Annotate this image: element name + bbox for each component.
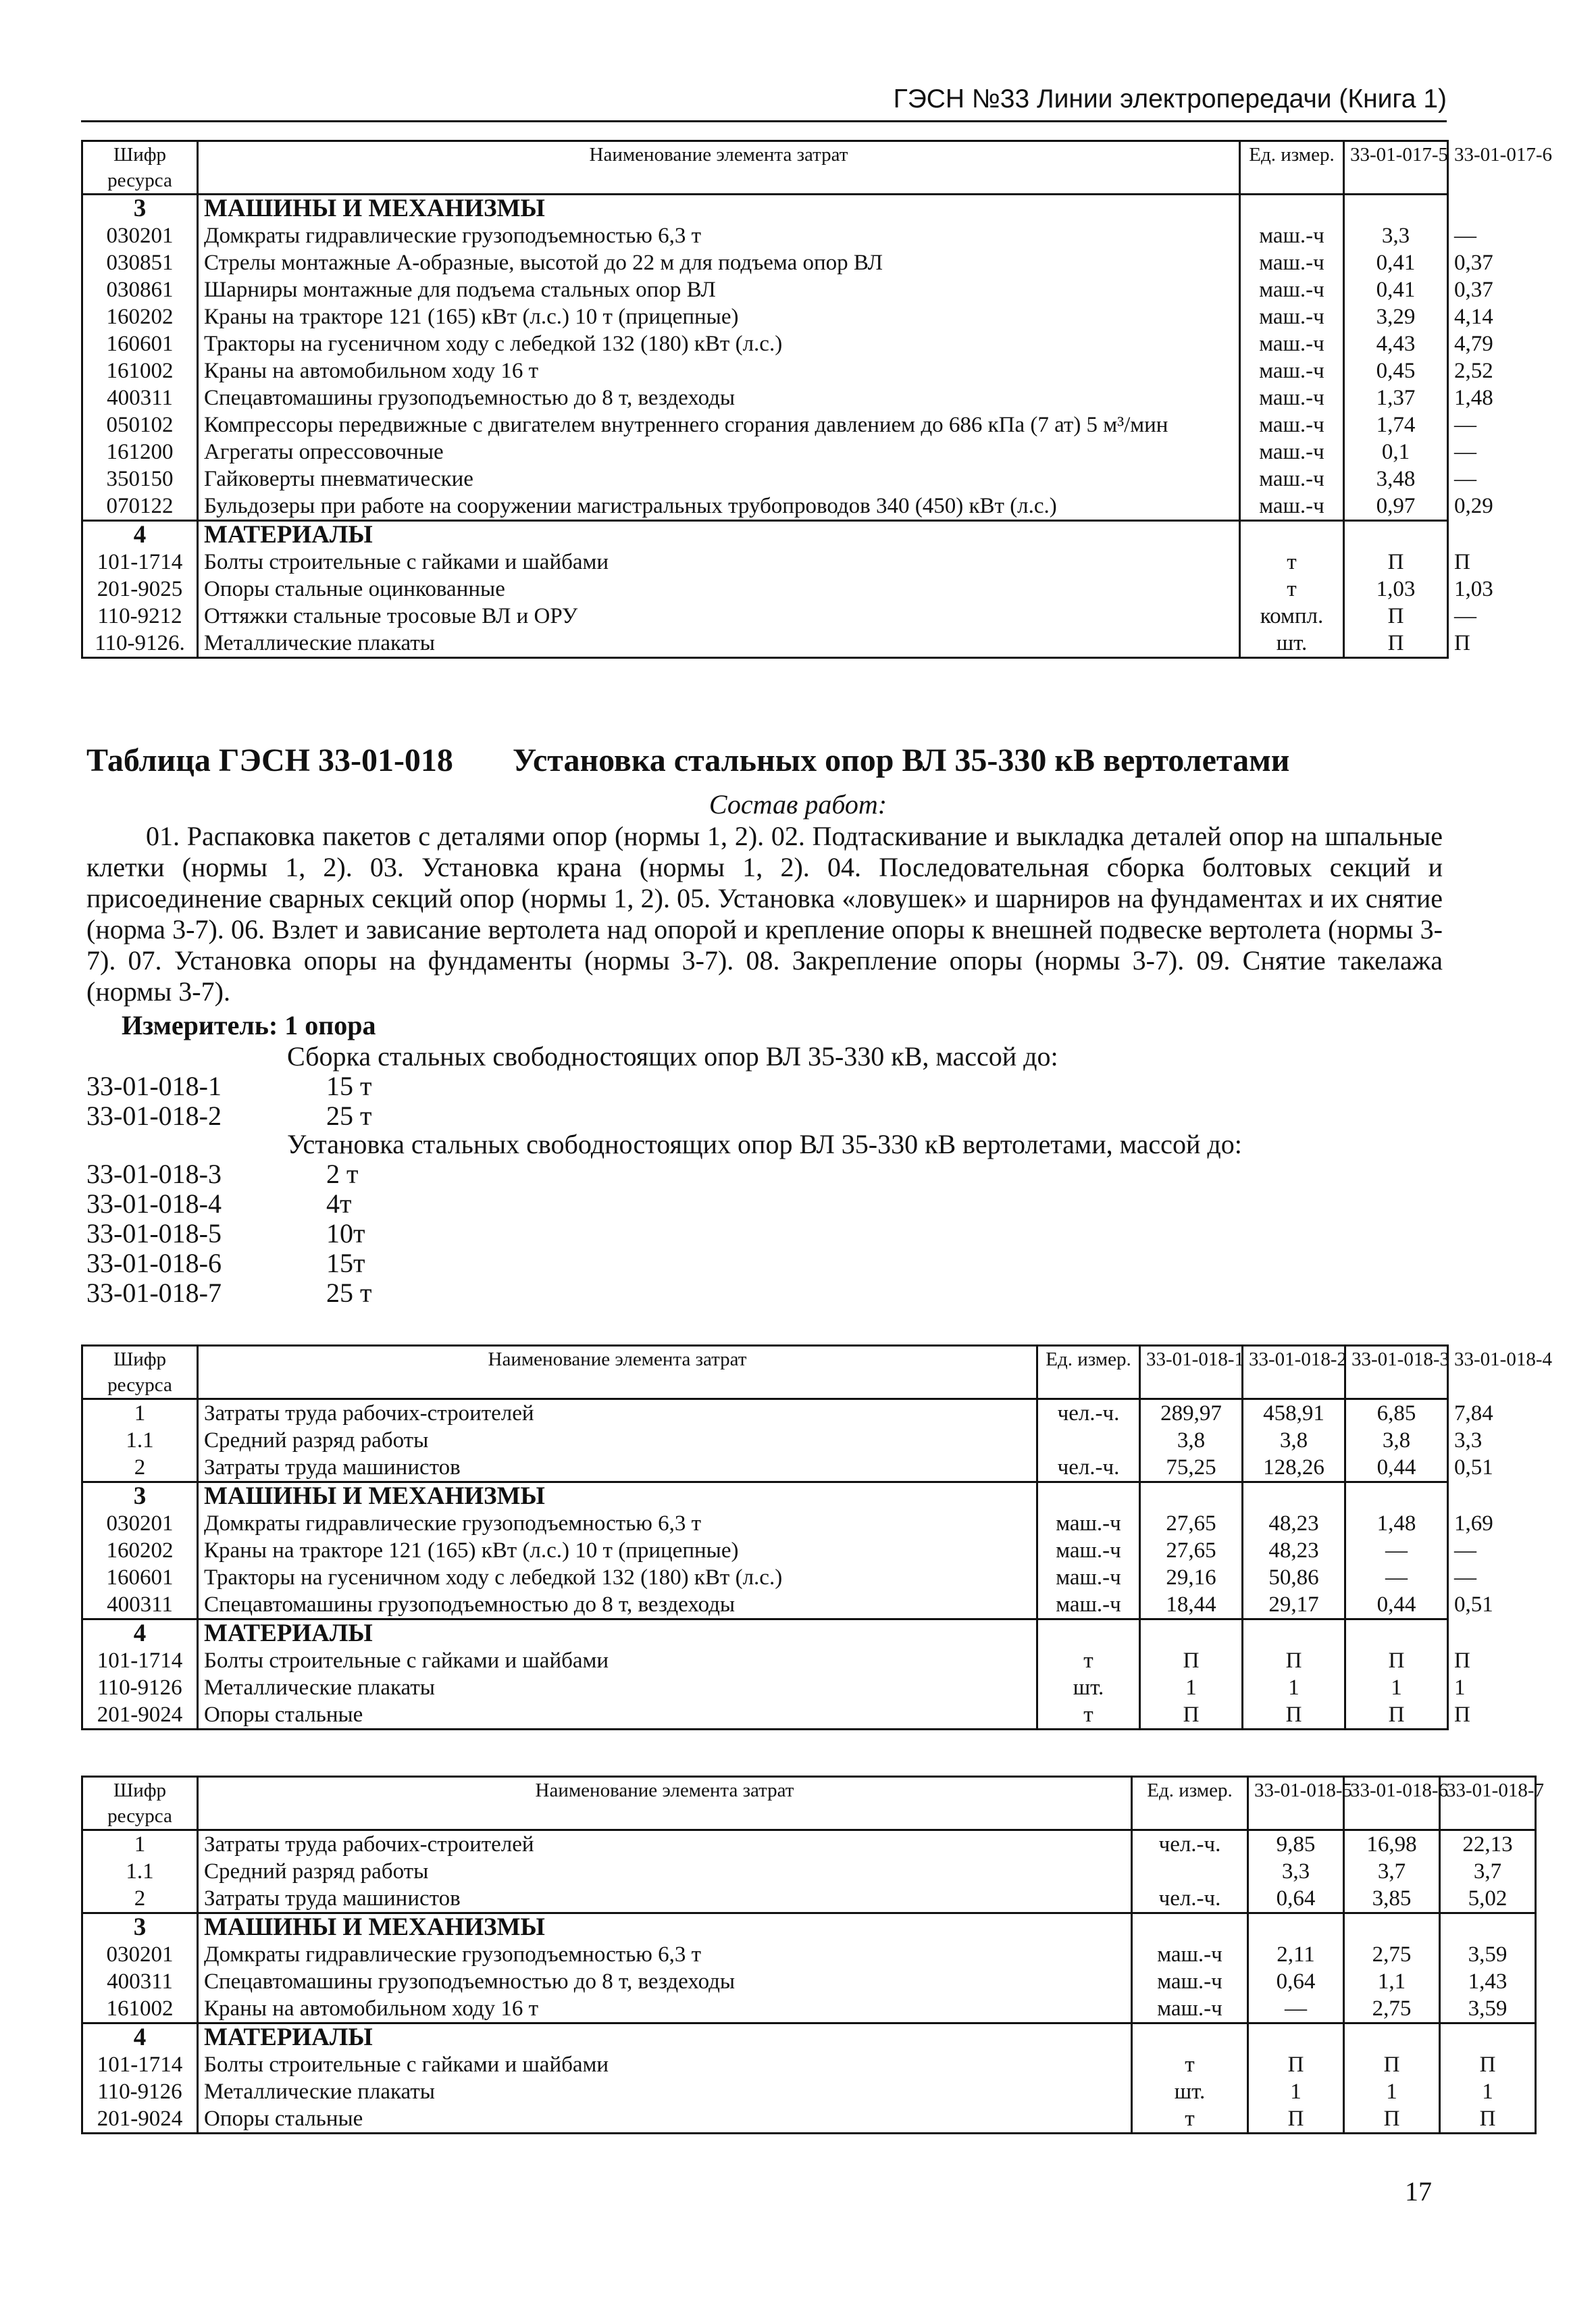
header-row: Шифр ресурса Наименование элемента затрат Ед. измер. 33-01-017-5 33-01-017-6 xyxy=(82,141,1448,195)
resource-code: 161002 xyxy=(82,357,198,384)
norm-value: 1 xyxy=(1344,2078,1440,2105)
norm-code: 33-01-018-4 xyxy=(86,1188,222,1219)
resource-code: 110-9126 xyxy=(82,2078,198,2105)
norm-value: 5,02 xyxy=(1440,1885,1536,1913)
resource-unit: маш.-ч xyxy=(1240,249,1344,276)
resource-unit: маш.-ч xyxy=(1037,1564,1140,1591)
column-header-code: Шифр ресурса xyxy=(82,141,198,195)
resource-unit: т xyxy=(1037,1647,1140,1674)
resource-unit: т xyxy=(1132,2051,1248,2078)
resource-name: Затраты труда машинистов xyxy=(204,1455,461,1480)
resource-code: 1.1 xyxy=(82,1427,198,1454)
resource-unit: чел.-ч. xyxy=(1132,1885,1248,1913)
resource-row: 2 Затраты труда машинистов чел.-ч. 75,25 128,26 0,44 0,51 xyxy=(82,1454,1448,1482)
norm-value xyxy=(1248,1913,1344,1942)
resource-unit: маш.-ч xyxy=(1240,330,1344,357)
resource-row xyxy=(82,1941,1536,1968)
resource-unit: компл. xyxy=(1240,603,1344,630)
resource-row: 161200 Агрегаты опрессовочные маш.-ч 0,1 — xyxy=(82,438,1448,466)
resource-unit: шт. xyxy=(1037,1674,1140,1701)
norm-value: 29,17 xyxy=(1243,1591,1345,1619)
resource-code: 201-9024 xyxy=(82,1701,198,1730)
group-title-installation: Установка стальных свободностоящих опор ВЛ 35-330 кВ вертолетами, массой до: xyxy=(287,1129,1242,1159)
norm-mass: 10т xyxy=(326,1218,365,1249)
resource-code: 1 xyxy=(82,1399,198,1428)
resource-row xyxy=(82,1968,1536,1995)
resource-unit: маш.-ч xyxy=(1240,357,1344,384)
section-title: МАШИНЫ И МЕХАНИЗМЫ xyxy=(198,1482,1037,1511)
resource-row: 160601 Тракторы на гусеничном ходу с лебедкой 132 (180) кВт (л.с.) маш.-ч 4,43 4,79 xyxy=(82,330,1448,357)
resource-unit: т xyxy=(1037,1701,1140,1730)
resource-name: Металлические плакаты xyxy=(204,2080,435,2104)
norm-value: 3,48 xyxy=(1344,466,1448,493)
column-header-unit: Ед. измер. xyxy=(1037,1346,1140,1399)
norm-mass: 25 т xyxy=(326,1101,372,1131)
resource-code: 2 xyxy=(82,1885,198,1913)
norm-value: 27,65 xyxy=(1140,1510,1243,1537)
norm-value xyxy=(1243,1482,1345,1511)
resource-code: 110-9212 xyxy=(82,603,198,630)
norm-code: 33-01-018-3 xyxy=(86,1159,222,1189)
resource-row: 101-1714 Болты строительные с гайками и шайбами т П П П П xyxy=(82,1647,1448,1674)
norm-value: П xyxy=(1243,1647,1345,1674)
norm-value: 128,26 xyxy=(1243,1454,1345,1482)
norm-value: 48,23 xyxy=(1243,1510,1345,1537)
norm-value: П xyxy=(1243,1701,1345,1730)
norm-value: П xyxy=(1140,1647,1243,1674)
column-header-norm: 33-01-018-2 xyxy=(1243,1346,1345,1399)
resource-unit: маш.-ч xyxy=(1037,1537,1140,1564)
section-row xyxy=(82,195,1448,223)
norm-value: 1,37 xyxy=(1344,384,1448,411)
norm-value: 1,74 xyxy=(1344,411,1448,438)
resource-unit: маш.-ч xyxy=(1240,493,1344,521)
resource-row: 160202 Краны на тракторе 121 (165) кВт (л.с.) 10 т (прицепные) маш.-ч 3,29 4,14 xyxy=(82,303,1448,330)
resource-code: 050102 xyxy=(82,411,198,438)
norm-value: П xyxy=(1440,2105,1536,2134)
resource-unit: маш.-ч xyxy=(1037,1510,1140,1537)
norm-value xyxy=(1344,2023,1440,2052)
resource-name: Затраты труда рабочих-строителей xyxy=(204,1401,534,1426)
table-title: Установка стальных опор ВЛ 35-330 кВ вертолетами xyxy=(512,743,1290,778)
resource-code: 350150 xyxy=(82,466,198,493)
resource-row: 201-9025 Опоры стальные оцинкованные т 1,03 1,03 xyxy=(82,576,1448,603)
resource-code: 160601 xyxy=(82,330,198,357)
resource-name: Металлические плакаты xyxy=(204,1676,435,1700)
resource-name: Тракторы на гусеничном ходу с лебедкой 132 (180) кВт (л.с.) xyxy=(204,1565,783,1590)
resource-unit xyxy=(1037,1482,1140,1511)
resource-name: Агрегаты опрессовочные xyxy=(204,440,444,464)
resource-row: 110-9126. Металлические плакаты шт. П П xyxy=(82,630,1448,658)
norm-list-item xyxy=(86,1158,359,1190)
resource-row: 160601 Тракторы на гусеничном ходу с лебедкой 132 (180) кВт (л.с.) маш.-ч 29,16 50,86 — — xyxy=(82,1564,1448,1591)
resource-name: Болты строительные с гайками и шайбами xyxy=(204,1649,609,1673)
resource-row: 161002 Краны на автомобильном ходу 16 т маш.-ч 0,45 2,52 xyxy=(82,357,1448,384)
resource-row xyxy=(82,1885,1536,1913)
norm-mass: 15 т xyxy=(326,1071,372,1101)
norm-value xyxy=(1243,1619,1345,1648)
resource-code: 400311 xyxy=(82,1968,198,1995)
norm-value: 1 xyxy=(1248,2078,1344,2105)
norm-value: 6,85 xyxy=(1345,1399,1448,1428)
column-header-name: Наименование элемента затрат xyxy=(198,1346,1037,1399)
column-header-norm: 33-01-018-6 xyxy=(1344,1777,1440,1830)
norm-value: 22,13 xyxy=(1440,1830,1536,1859)
norm-value: 0,64 xyxy=(1248,1968,1344,1995)
norm-value xyxy=(1345,1482,1448,1511)
column-header-code: Шифр ресурса xyxy=(82,1777,198,1830)
resource-unit: маш.-ч xyxy=(1132,1941,1248,1968)
resource-code: 4 xyxy=(82,2023,198,2052)
column-header-norm: 33-01-018-5 xyxy=(1248,1777,1344,1830)
norm-value: 3,59 xyxy=(1440,1995,1536,2023)
resource-name: Краны на автомобильном ходу 16 т xyxy=(204,359,539,383)
resource-name: Спецавтомашины грузоподъемностью до 8 т, вездеходы xyxy=(204,1969,736,1994)
table-heading xyxy=(86,742,1289,779)
header-row xyxy=(82,1777,1536,1830)
norm-value: 9,85 xyxy=(1248,1830,1344,1859)
resource-row xyxy=(82,1830,1536,1859)
resource-unit xyxy=(1132,1913,1248,1942)
norm-value: П xyxy=(1344,2105,1440,2134)
resource-code: 030851 xyxy=(82,249,198,276)
resource-unit xyxy=(1037,1427,1140,1454)
norm-value: 1 xyxy=(1440,2078,1536,2105)
group-title-assembly: Сборка стальных свободностоящих опор ВЛ 35-330 кВ, массой до: xyxy=(287,1041,1058,1072)
resource-unit: маш.-ч xyxy=(1037,1591,1140,1619)
section-title: МАШИНЫ И МЕХАНИЗМЫ xyxy=(204,195,545,222)
norm-value: 289,97 xyxy=(1140,1399,1243,1428)
resource-code: 1.1 xyxy=(82,1858,198,1885)
resource-code: 4 xyxy=(82,1619,198,1648)
resource-name: Опоры стальные xyxy=(198,1701,1037,1730)
resource-unit: т xyxy=(1240,576,1344,603)
resource-name: Средний разряд работы xyxy=(204,1859,429,1884)
resource-name: Краны на тракторе 121 (165) кВт (л.с.) 10 т (прицепные) xyxy=(204,305,739,329)
resource-name: Затраты труда рабочих-строителей xyxy=(204,1832,534,1857)
resource-code: 161002 xyxy=(82,1995,198,2023)
resource-unit: шт. xyxy=(1240,630,1344,658)
resource-code: 101-1714 xyxy=(82,2051,198,2078)
norm-value: 1,03 xyxy=(1344,576,1448,603)
resource-unit xyxy=(1132,1858,1248,1885)
resource-code: 101-1714 xyxy=(82,1647,198,1674)
norm-value: 3,8 xyxy=(1345,1427,1448,1454)
resource-code: 161200 xyxy=(82,438,198,466)
norm-value xyxy=(1440,2023,1536,2052)
resource-name: Бульдозеры при работе на сооружении магистральных трубопроводов 340 (450) кВт (л.с.) xyxy=(204,494,1057,518)
norm-value: 458,91 xyxy=(1243,1399,1345,1428)
norm-value: 0,45 xyxy=(1344,357,1448,384)
norm-value: 0,1 xyxy=(1344,438,1448,466)
norm-value: 75,25 xyxy=(1140,1454,1243,1482)
norm-value: 3,3 xyxy=(1344,222,1448,249)
resource-name: Краны на автомобильном ходу 16 т xyxy=(204,1996,539,2021)
norm-list-item xyxy=(86,1217,365,1249)
norm-code: 33-01-018-2 xyxy=(86,1101,222,1131)
norm-value: — xyxy=(1345,1537,1448,1564)
resource-unit: маш.-ч xyxy=(1240,276,1344,303)
resource-unit: т xyxy=(1132,2105,1248,2134)
norm-value: 1 xyxy=(1243,1674,1345,1701)
resource-row: 1 Затраты труда рабочих-строителей чел.-ч. 289,97 458,91 6,85 7,84 xyxy=(82,1399,1448,1428)
norm-value: 16,98 xyxy=(1344,1830,1440,1859)
section-title: МАТЕРИАЛЫ xyxy=(198,2023,1132,2052)
resource-name: Болты строительные с гайками и шайбами xyxy=(204,550,609,574)
resource-row: 050102 Компрессоры передвижные с двигателем внутреннего сгорания давлением до 686 кПа (7 ат) 5 м³/мин маш.-ч 1,74 — xyxy=(82,411,1448,438)
resource-row: 400311 Спецавтомашины грузоподъемностью до 8 т, вездеходы маш.-ч 1,37 1,48 xyxy=(82,384,1448,411)
column-header-norm: 33-01-018-3 xyxy=(1345,1346,1448,1399)
norm-value: 3,8 xyxy=(1243,1427,1345,1454)
resource-unit: т xyxy=(1240,549,1344,576)
norm-value: П xyxy=(1344,2051,1440,2078)
norm-value xyxy=(1344,1913,1440,1942)
norm-value: 4,43 xyxy=(1344,330,1448,357)
column-header-norm: 33-01-017-5 xyxy=(1344,141,1448,195)
section-row xyxy=(82,1619,1448,1648)
table-label: Таблица ГЭСН 33-01-018 xyxy=(86,743,453,778)
resource-code: 3 xyxy=(82,195,198,223)
norm-value: 3,29 xyxy=(1344,303,1448,330)
resource-row: 160202 Краны на тракторе 121 (165) кВт (л.с.) 10 т (прицепные) маш.-ч 27,65 48,23 — — xyxy=(82,1537,1448,1564)
resource-code: 030201 xyxy=(82,222,198,249)
resource-unit: маш.-ч xyxy=(1240,222,1344,249)
resource-row: 030201 Домкраты гидравлические грузоподъемностью 6,3 т маш.-ч 27,65 48,23 1,48 1,69 xyxy=(82,1510,1448,1537)
resource-table-1 xyxy=(81,140,1552,659)
resource-code: 400311 xyxy=(82,1591,198,1619)
norm-value: П xyxy=(1345,1647,1448,1674)
resource-row xyxy=(82,1858,1536,1885)
resource-row: 400311 Спецавтомашины грузоподъемностью до 8 т, вездеходы маш.-ч 18,44 29,17 0,44 0,51 xyxy=(82,1591,1448,1619)
resource-unit: чел.-ч. xyxy=(1132,1830,1248,1859)
resource-unit xyxy=(1240,195,1344,223)
resource-name: Тракторы на гусеничном ходу с лебедкой 132 (180) кВт (л.с.) xyxy=(204,332,783,356)
column-header-code: Шифр ресурса xyxy=(82,1346,198,1399)
column-header-name: Наименование элемента затрат xyxy=(198,1777,1132,1830)
resource-code: 160202 xyxy=(82,1537,198,1564)
norm-value xyxy=(1345,1619,1448,1648)
norm-mass: 4т xyxy=(326,1188,352,1219)
norm-value: 3,3 xyxy=(1248,1858,1344,1885)
norm-value: П xyxy=(1344,630,1448,658)
norm-value: 3,8 xyxy=(1140,1427,1243,1454)
norm-value: 3,85 xyxy=(1344,1885,1440,1913)
resource-code: 201-9025 xyxy=(82,576,198,603)
norm-value: 0,97 xyxy=(1344,493,1448,521)
norm-code: 33-01-018-6 xyxy=(86,1248,222,1278)
resource-name: Домкраты гидравлические грузоподъемностью 6,3 т xyxy=(204,1942,702,1967)
resource-row xyxy=(82,2051,1536,2078)
norm-value: 18,44 xyxy=(1140,1591,1243,1619)
resource-unit: маш.-ч xyxy=(1240,411,1344,438)
resource-unit: маш.-ч xyxy=(1240,466,1344,493)
norm-value: 1 xyxy=(1345,1674,1448,1701)
norm-value: — xyxy=(1345,1564,1448,1591)
resource-row: 030201 Домкраты гидравлические грузоподъемностью 6,3 т маш.-ч 3,3 — xyxy=(82,222,1448,249)
norm-value: 0,44 xyxy=(1345,1454,1448,1482)
norm-value: П xyxy=(1248,2105,1344,2134)
work-composition-heading: Состав работ: xyxy=(709,789,887,820)
norm-mass: 15т xyxy=(326,1248,365,1278)
norm-value: 29,16 xyxy=(1140,1564,1243,1591)
norm-value: П xyxy=(1440,2051,1536,2078)
norm-value: П xyxy=(1140,1701,1243,1730)
resource-unit: маш.-ч xyxy=(1132,1995,1248,2023)
norm-value: П xyxy=(1344,603,1448,630)
norm-value: 2,11 xyxy=(1248,1941,1344,1968)
header-row: Шифр ресурса Наименование элемента затрат Ед. измер. 33-01-018-1 33-01-018-2 33-01-018-3 33-01-018-4 xyxy=(82,1346,1448,1399)
section-row xyxy=(82,521,1448,549)
column-header-unit: Ед. измер. xyxy=(1240,141,1344,195)
resource-code: 160202 xyxy=(82,303,198,330)
resource-name: Опоры стальные xyxy=(198,2105,1132,2134)
resource-code: 160601 xyxy=(82,1564,198,1591)
resource-name: Стрелы монтажные А-образные, высотой до 22 м для подъема опор ВЛ xyxy=(204,251,883,275)
resource-unit xyxy=(1240,521,1344,549)
resource-code: 1 xyxy=(82,1830,198,1859)
norm-value: 3,59 xyxy=(1440,1941,1536,1968)
norm-value: 0,41 xyxy=(1344,249,1448,276)
resource-name: Оттяжки стальные тросовые ВЛ и ОРУ xyxy=(204,604,578,628)
resource-code: 3 xyxy=(82,1482,198,1511)
resource-code: 030201 xyxy=(82,1510,198,1537)
resource-name: Шарниры монтажные для подъема стальных опор ВЛ xyxy=(204,278,716,302)
norm-value xyxy=(1140,1619,1243,1648)
norm-value: 1 xyxy=(1140,1674,1243,1701)
norm-value: 50,86 xyxy=(1243,1564,1345,1591)
norm-value: 1,48 xyxy=(1345,1510,1448,1537)
column-header-norm: 33-01-018-7 xyxy=(1440,1777,1536,1830)
resource-name: Краны на тракторе 121 (165) кВт (л.с.) 10 т (прицепные) xyxy=(204,1538,739,1563)
resource-row: 030851 Стрелы монтажные А-образные, высотой до 22 м для подъема опор ВЛ маш.-ч 0,41 0,37 xyxy=(82,249,1448,276)
resource-row: 070122 Бульдозеры при работе на сооружении магистральных трубопроводов 340 (450) кВт (л.с.) маш.-ч 0,97 0,29 xyxy=(82,493,1448,521)
resource-unit: маш.-ч xyxy=(1132,1968,1248,1995)
resource-row: 201-9024 Опоры стальные т П П П П xyxy=(82,1701,1448,1730)
measure-unit: Измеритель: 1 опора xyxy=(122,1010,376,1040)
resource-table-2 xyxy=(81,1344,1552,1730)
resource-name: Компрессоры передвижные с двигателем внутреннего сгорания давлением до 686 кПа (7 ат) 5 м³/мин xyxy=(204,413,1168,437)
resource-row: 110-9126 Металлические плакаты шт. 1 1 1 1 xyxy=(82,1674,1448,1701)
norm-code: 33-01-018-5 xyxy=(86,1218,222,1249)
resource-code: 070122 xyxy=(82,493,198,521)
resource-row: 350150 Гайковерты пневматические маш.-ч 3,48 — xyxy=(82,466,1448,493)
resource-name: Болты строительные с гайками и шайбами xyxy=(204,2053,609,2077)
norm-code: 33-01-018-7 xyxy=(86,1278,222,1308)
norm-value: П xyxy=(1248,2051,1344,2078)
norm-value: 1,43 xyxy=(1440,1968,1536,1995)
norm-value xyxy=(1140,1482,1243,1511)
resource-unit: маш.-ч xyxy=(1240,303,1344,330)
norm-value: 3,7 xyxy=(1440,1858,1536,1885)
resource-row xyxy=(82,2105,1536,2134)
resource-code: 030861 xyxy=(82,276,198,303)
resource-unit: маш.-ч xyxy=(1240,438,1344,466)
running-header: ГЭСН №33 Линии электропередачи (Книга 1) xyxy=(81,80,1447,122)
resource-row: 1.1 Средний разряд работы 3,8 3,8 3,8 3,3 xyxy=(82,1427,1448,1454)
resource-unit: шт. xyxy=(1132,2078,1248,2105)
norm-mass: 2 т xyxy=(326,1159,359,1189)
section-title: МАТЕРИАЛЫ xyxy=(198,1619,1037,1648)
resource-name: Гайковерты пневматические xyxy=(204,467,473,491)
resource-code: 101-1714 xyxy=(82,549,198,576)
resource-row: 101-1714 Болты строительные с гайками и шайбами т П П xyxy=(82,549,1448,576)
resource-name: Металлические плакаты xyxy=(198,630,1240,658)
column-header-norm: 33-01-018-1 xyxy=(1140,1346,1243,1399)
resource-row xyxy=(82,2078,1536,2105)
norm-value: 0,44 xyxy=(1345,1591,1448,1619)
norm-value: 48,23 xyxy=(1243,1537,1345,1564)
resource-table-3 xyxy=(81,1776,1544,2134)
column-header-unit: Ед. измер. xyxy=(1132,1777,1248,1830)
resource-name: Средний разряд работы xyxy=(204,1428,429,1453)
norm-value xyxy=(1440,1913,1536,1942)
norm-value: П xyxy=(1345,1701,1448,1730)
resource-code: 030201 xyxy=(82,1941,198,1968)
norm-list-item xyxy=(86,1277,372,1309)
work-composition-text: 01. Распаковка пакетов с деталями опор (нормы 1, 2). 02. Подтаскивание и выкладка деталей опор на шпальные клетки (нормы 1, 2). 03. Установка крана (нормы 1, 2). 04. Последовательная сборка болтовых секций и присоединение сварных секций опор (нормы 1, 2). 05. Установка «ловушек» и шарниров на фундаментах и их снятие (норма 3-7). 06. Взлет и зависание вертолета над опорой и крепление опоры к внешней подвеске вертолета (нормы 3-7). 07. Установка опоры на фундаменты (нормы 3-7). 08. Закрепление опоры (нормы 3-7). 09. Снятие такелажа (нормы 3-7). xyxy=(86,821,1443,1007)
resource-name: Опоры стальные оцинкованные xyxy=(204,577,505,601)
resource-row: 030861 Шарниры монтажные для подъема стальных опор ВЛ маш.-ч 0,41 0,37 xyxy=(82,276,1448,303)
resource-code: 201-9024 xyxy=(82,2105,198,2134)
norm-list-item xyxy=(86,1188,352,1219)
resource-code: 4 xyxy=(82,521,198,549)
resource-unit: маш.-ч xyxy=(1240,384,1344,411)
norm-value: 27,65 xyxy=(1140,1537,1243,1564)
norm-value xyxy=(1344,195,1448,223)
norm-value: 0,41 xyxy=(1344,276,1448,303)
section-row xyxy=(82,1913,1536,1942)
norm-list-item xyxy=(86,1100,372,1132)
resource-code: 2 xyxy=(82,1454,198,1482)
norm-value: 2,75 xyxy=(1344,1941,1440,1968)
norm-value: 0,64 xyxy=(1248,1885,1344,1913)
resource-name: Спецавтомашины грузоподъемностью до 8 т, вездеходы xyxy=(204,1592,736,1617)
norm-list-item xyxy=(86,1247,365,1279)
resource-unit: чел.-ч. xyxy=(1037,1399,1140,1428)
resource-name: Домкраты гидравлические грузоподъемностью 6,3 т xyxy=(204,1511,702,1536)
resource-row xyxy=(82,1995,1536,2023)
resource-name: Затраты труда машинистов xyxy=(204,1886,461,1911)
resource-unit: чел.-ч. xyxy=(1037,1454,1140,1482)
page-number: 17 xyxy=(1405,2176,1432,2207)
section-title: МАТЕРИАЛЫ xyxy=(198,521,1240,549)
norm-value xyxy=(1248,2023,1344,2052)
resource-unit xyxy=(1037,1619,1140,1648)
section-title: МАШИНЫ И МЕХАНИЗМЫ xyxy=(198,1913,1132,1942)
resource-code: 110-9126. xyxy=(82,630,198,658)
norm-value xyxy=(1344,521,1448,549)
section-row xyxy=(82,1482,1448,1511)
resource-code: 3 xyxy=(82,1913,198,1942)
resource-unit xyxy=(1132,2023,1248,2052)
norm-value: 2,75 xyxy=(1344,1995,1440,2023)
column-header-name: Наименование элемента затрат xyxy=(198,141,1240,195)
section-row xyxy=(82,2023,1536,2052)
resource-code: 400311 xyxy=(82,384,198,411)
norm-code: 33-01-018-1 xyxy=(86,1071,222,1101)
resource-name: Домкраты гидравлические грузоподъемностью 6,3 т xyxy=(204,224,702,248)
norm-value: 1,1 xyxy=(1344,1968,1440,1995)
norm-value: П xyxy=(1344,549,1448,576)
resource-name: Спецавтомашины грузоподъемностью до 8 т, вездеходы xyxy=(204,386,736,410)
norm-value: — xyxy=(1248,1995,1344,2023)
norm-value: 3,7 xyxy=(1344,1858,1440,1885)
resource-code: 110-9126 xyxy=(82,1674,198,1701)
norm-mass: 25 т xyxy=(326,1278,372,1308)
norm-list-item xyxy=(86,1070,372,1102)
resource-row: 110-9212 Оттяжки стальные тросовые ВЛ и ОРУ компл. П — xyxy=(82,603,1448,630)
